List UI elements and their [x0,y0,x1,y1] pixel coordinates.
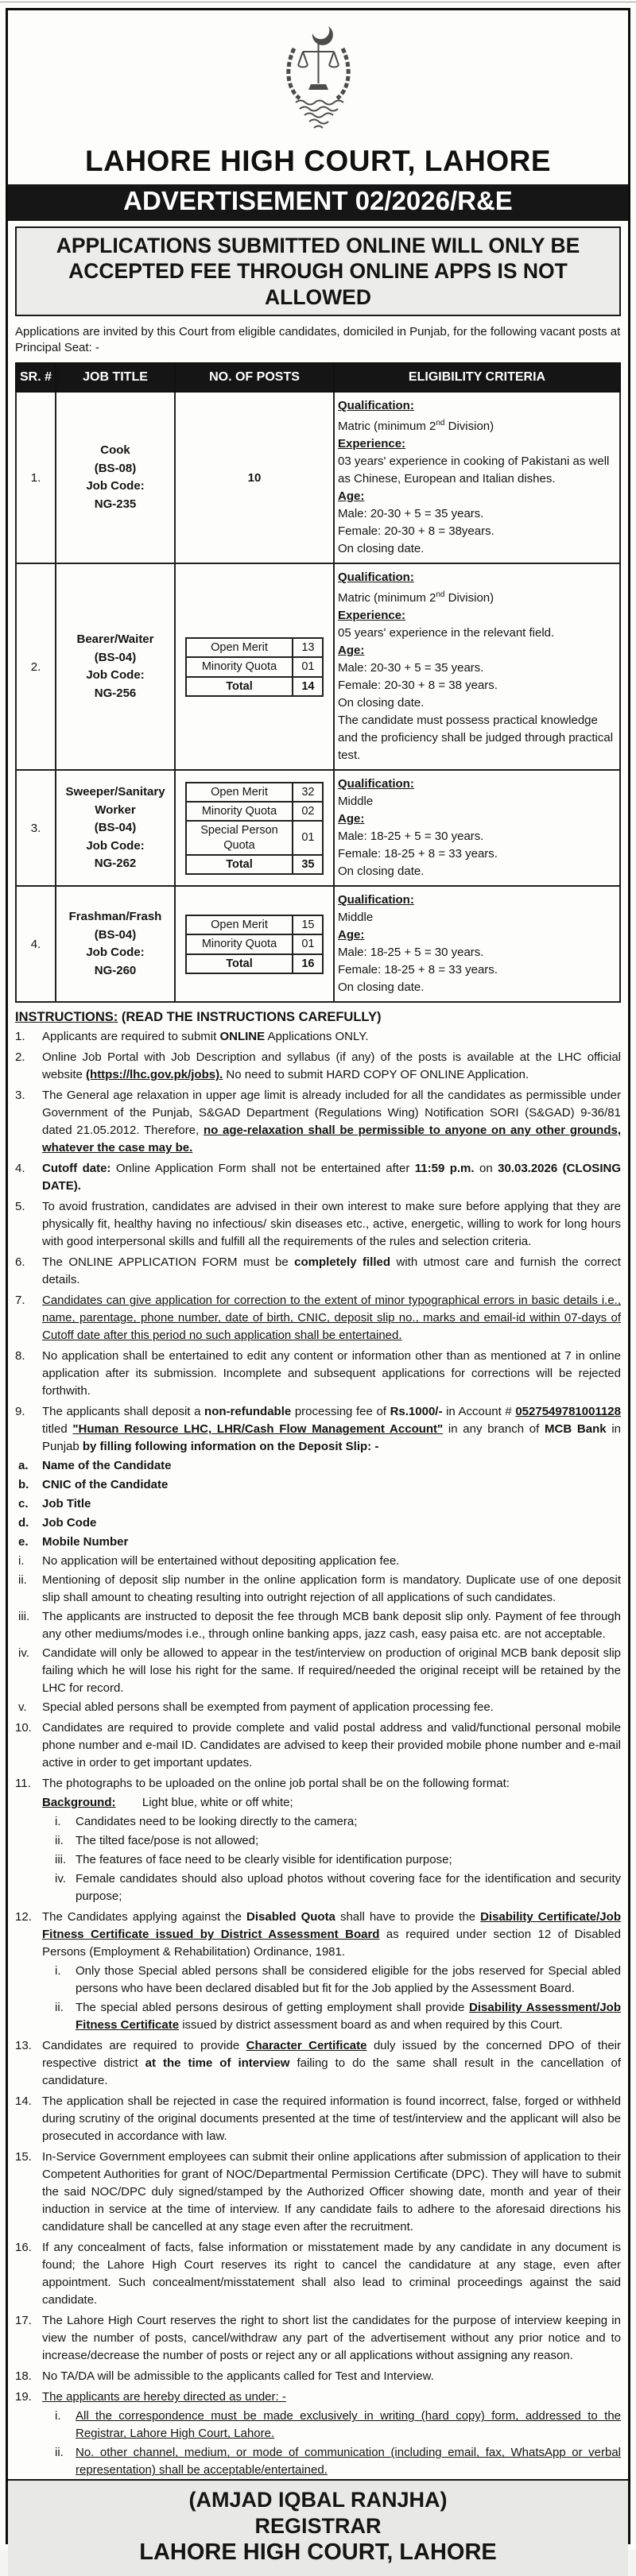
subitem-number: iv. [55,1872,66,1886]
subitem-number: ii. [55,2001,64,2015]
instructions-section [15,1003,621,2479]
subitem-text: CNIC of the Candidate [42,1478,169,1492]
column-header-sr: SR. # [16,363,56,392]
quota-value: 35 [293,855,323,874]
quota-table [185,637,324,696]
quota-row [186,915,324,934]
subitem-text: The applicants are instructed to deposit the fee through MCB bank deposit slip only. Payment of fee through any other mediums/modes i.e., through online banking apps, jazz cash, easy paisa etc. are not acceptable. [42,1610,621,1642]
quota-row [186,677,324,696]
quota-value: 01 [293,657,323,676]
criteria-line: Age: [338,644,365,658]
instruction-text: Candidates are required to provide Character Certificate duly issued by the concerned DPO of their respective district at the time of interview failing to do the same shall result in the cancellation of candidature. [42,2039,621,2088]
instruction-subitem [55,2444,621,2479]
instruction-subitem [55,1832,621,1850]
instruction-text: The General age relaxation in upper age limit is already included for all the candidates as permissible under Government of the Punjab, S&GAD Department (Regulations Wing) Notification SORI (S&GAD) 9-36/81 dated 21.05.2012. Therefore, no age-relaxation shall be permissible to anyone on any other grounds, whatever the case may be. [42,1089,621,1155]
instruction-subitem [55,1870,621,1905]
instruction-item [15,1028,621,1046]
quota-label: Total [186,677,293,696]
instruction-subitem [18,1572,621,1607]
job-title-line: Job Code: [86,668,145,683]
job-title-line: Worker [95,803,136,817]
instruction-text: Candidates are required to provide complete and valid postal address and valid/functional personal mobile phone number and e-mail ID. Candidates are advised to keep their provided mobile phone number and e-mail active in order to get important updates. [42,1721,621,1770]
instruction-subitem [18,1608,621,1643]
job-criteria [334,770,620,886]
instruction-text: If any concealment of facts, false information or misstatement made by any candidate in any document is found; the Lahore High Court reserves its right to cancel the candidature at any stage, even after appointment. Such concealment/misstatement shall also lead to criminal proceedings against the said candidate. [42,2241,621,2307]
instruction-subitem [55,1963,621,1998]
registrar-title: REGISTRAR [254,2513,382,2538]
job-title-line: (BS-04) [94,821,137,835]
criteria-line: Age: [338,928,365,942]
criteria-line: Matric (minimum 2nd Division) [338,590,494,605]
instruction-number: 9. [15,1405,25,1419]
criteria-line: Middle [338,911,374,925]
subitem-number: i. [55,2409,61,2423]
notice-line-1: APPLICATIONS SUBMITTED ONLINE WILL ONLY BE [56,234,580,257]
instruction-body [18,1403,622,1716]
instruction-body [42,2093,621,2145]
job-sr: 3. [16,770,56,886]
notice-line-2: ACCEPTED FEE THROUGH ONLINE APPS IS NOT ALLOWED [68,259,568,309]
quota-row [186,783,324,802]
quota-table [185,782,324,875]
criteria-line: Middle [338,795,374,809]
instruction-item [15,2388,621,2479]
instruction-subitem [55,1813,621,1831]
subitem-text: Job Title [42,1497,91,1511]
instruction-number: 16. [15,2241,32,2255]
instruction-body [42,1028,621,1046]
subitem-text: Candidate will only be allowed to appear in the test/interview on production of original MCB bank deposit slip failing which he will lose his right for the same. If required/needed the original receipt will be retained by the LHC for record. [42,1646,621,1696]
instruction-number: 15. [15,2150,32,2164]
vacancies-table-head [16,363,620,392]
job-criteria [334,886,620,1002]
quota-row [186,657,324,676]
instruction-subitem [55,1851,621,1869]
job-title [56,392,175,563]
signature-block [8,2479,628,2576]
criteria-line: Qualification: [338,571,414,585]
instruction-item [15,1254,621,1289]
subitem-number: ii. [55,1834,64,1848]
subitem-text: Job Code [42,1516,97,1530]
criteria-line: Qualification: [338,893,414,907]
criteria-line: 05 years' experience in the relevant field. [338,626,555,640]
job-title-line: (BS-08) [94,461,137,475]
quota-label: Total [186,855,293,874]
criteria-line: The candidate must possess practical knowledge and the proficiency shall be judged through practical test. [338,714,614,763]
instruction-text: Applicants are required to submit ONLINE Applications ONLY. [42,1030,369,1044]
subitem-text: All the correspondence must be made exclusively in writing (hard copy) form, addressed to the Registrar, Lahore High Court, Lahore. [76,2409,621,2441]
instruction-item [15,1292,621,1344]
advertisement-number-banner: ADVERTISEMENT 02/2026/R&E [8,184,628,221]
subitem-text: The special abled persons desirous of getting employment shall provide Disability Assessment/Job Fitness Certificate issued by district assessment board as and when required by this Court. [76,2001,622,2033]
instructions-heading [15,1010,621,1025]
job-title-line: Bearer/Waiter [76,632,154,647]
instruction-subitem [18,1476,621,1494]
instruction-item [15,1909,621,2034]
subitem-text: The features of face need to be clearly visible for identification purpose; [76,1853,452,1867]
instruction-text: The ONLINE APPLICATION FORM must be completely filled with utmost care and furnish the correct details. [42,1255,621,1287]
job-title [56,770,175,886]
instruction-subitem [55,1999,621,2034]
quota-value: 01 [293,821,323,854]
instruction-number: 8. [15,1349,25,1363]
vacancies-table-body [16,392,620,1002]
subitem-text: Mentioning of deposit slip number in the online application form is mandatory. Duplicate use of one deposit slip shall amount to cheating resulting into outright rejection of all applications of such candidates. [42,1573,621,1605]
quota-label: Total [186,954,293,973]
instruction-body [42,1049,621,1084]
job-title-line: NG-235 [94,497,137,511]
instruction-number: 11. [15,1777,31,1791]
instruction-item [15,2149,621,2236]
instructions-heading-note: (READ THE INSTRUCTIONS CAREFULLY) [118,1010,382,1025]
quota-row [186,934,324,953]
criteria-line: Age: [338,489,365,504]
subitem-number: ii. [18,1573,27,1588]
instruction-subitem [18,1514,621,1532]
job-title-line: NG-256 [94,686,137,700]
job-posts [175,563,334,770]
criteria-line: Male: 20-30 + 5 = 35 years. [338,661,484,675]
job-title-line: Job Code: [86,479,145,493]
quota-value: 13 [293,638,323,657]
criteria-line: Female: 20-30 + 8 = 38years. [338,524,494,539]
criteria-line: Female: 18-25 + 8 = 33 years. [338,847,498,861]
job-title-line: Job Code: [86,838,145,853]
instruction-text: The applicants are hereby directed as under: - [42,2390,286,2404]
instruction-number: 13. [15,2039,32,2053]
instruction-item [15,1198,621,1251]
job-title-line: (BS-04) [94,927,137,942]
job-row [16,392,620,563]
subitem-text: Special abled persons shall be exempted from payment of application processing fee. [42,1700,494,1715]
instruction-number: 5. [15,1200,25,1214]
subitem-text: No. other channel, medium, or mode of communication (including email, fax, WhatsApp or verbal representation) shall be acceptable/entertained. [76,2446,621,2477]
subitem-text: No application will be entertained without depositing application fee. [42,1554,400,1568]
subitem-number: ii. [55,2446,64,2460]
instruction-item [15,1348,621,1400]
registrar-name: (AMJAD IQBAL RANJHA) [188,2488,448,2512]
instruction-body [42,2037,621,2090]
court-emblem-icon [281,20,356,139]
criteria-line: Female: 20-30 + 8 = 38 years. [338,679,498,693]
instruction-body [42,1775,621,1905]
quota-label: Special Person Quota [186,821,293,854]
subitem-text: Name of the Candidate [42,1459,172,1473]
subitem-number: a. [18,1459,29,1473]
subitem-number: i. [55,1815,61,1829]
instruction-item [15,1160,621,1195]
instruction-subline: Background: Light blue, white or off white; [42,1796,293,1810]
instruction-item [15,1719,621,1772]
subitem-number: c. [18,1497,29,1511]
criteria-line: Female: 18-25 + 8 = 33 years. [338,963,498,977]
instruction-item [15,2368,621,2385]
instruction-number: 2. [15,1050,25,1065]
instruction-subitem [18,1645,621,1697]
instruction-text: Online Job Portal with Job Description and syllabus (if any) of the posts is available at the LHC official website (https://lhc.gov.pk/jobs). No need to submit HARD COPY OF ONLINE Application. [42,1050,621,1082]
subitem-number: v. [18,1700,27,1715]
criteria-line: On closing date. [338,542,425,556]
quota-label: Open Merit [186,915,293,934]
job-title-line: Frashman/Frash [68,910,162,924]
job-posts [175,392,334,563]
instruction-text: The application shall be rejected in case the required information is found incorrect, false, forged or withheld during scrutiny of the original documents presented at the time of test/interview and the applicant will also be prosecuted in accordance with law. [42,2094,621,2144]
quota-value: 15 [293,915,323,934]
instruction-item [15,1775,621,1905]
criteria-line: On closing date. [338,864,425,879]
instruction-body [42,1087,621,1157]
instruction-text: Candidates can give application for correction to the extent of minor typographical errors in basic details i.e., name, parentage, phone number, date of birth, CNIC, deposit slip no., marks and email-id within 07-days of Cutoff date after this period no such application shall be entertained. [42,1294,621,1343]
instruction-body [42,2149,621,2236]
quota-value: 02 [293,802,323,821]
job-title [56,886,175,1002]
job-posts [175,770,334,886]
subitem-text: The tilted face/pose is not allowed; [76,1834,259,1848]
job-posts [175,886,334,1002]
quota-label: Open Merit [186,638,293,657]
instruction-number: 14. [15,2094,32,2109]
quota-label: Minority Quota [186,934,293,953]
instruction-item [15,1403,621,1716]
column-header-job-title: JOB TITLE [56,363,175,392]
instruction-item [15,2239,621,2309]
job-title [56,563,175,770]
instruction-number: 19. [15,2390,32,2404]
instructions-heading-label: INSTRUCTIONS: [15,1010,118,1025]
column-header-posts: NO. OF POSTS [175,363,334,392]
instruction-number: 3. [15,1089,25,1103]
subitem-number: b. [18,1478,29,1492]
quota-table [185,915,324,973]
subitem-number: i. [18,1554,25,1568]
criteria-line: Matric (minimum 2nd Division) [338,419,494,434]
quota-row [186,638,324,657]
instruction-number: 10. [15,1721,32,1735]
subitem-number: i. [55,1964,61,1978]
subitem-number: iii. [55,1853,67,1867]
criteria-line: Age: [338,812,365,826]
job-sr: 4. [16,886,56,1002]
quota-row [186,802,324,821]
instruction-item [15,2093,621,2145]
quota-value: 32 [293,783,323,802]
instruction-item [15,1087,621,1157]
criteria-line: Male: 18-25 + 5 = 30 years. [338,830,484,844]
online-submission-notice [15,226,621,316]
subitem-text: Female candidates should also upload photos without covering face for the identification and security purpose; [76,1872,621,1904]
quota-row [186,821,324,854]
subitem-text: Only those Special abled persons shall be considered eligible for the jobs reserved for Special abled persons who have been declared disabled but fit for the Job applied by the Assessment Board. [76,1964,621,1996]
registrar-org: LAHORE HIGH COURT, LAHORE [139,2539,497,2566]
instruction-subitem [55,2408,621,2443]
job-title-line: (BS-04) [94,650,137,664]
instruction-text: The Lahore High Court reserves the right to short list the candidates for the purpose of interview keeping in view the number of posts, cancel/withdraw any part of the advertisement without any prior notice and to increase/decrease the number of posts or reject any or all applications without assigning any reason. [42,2314,621,2363]
instruction-text: The applicants shall deposit a non-refundable processing fee of Rs.1000/- in Account # 0527549781001128 titled "Human Resource LHC, LHR/Cash Flow Management Account" in any branch of MCB Bank in Punjab by filling following information on the Deposit Slip: - [42,1405,622,1454]
job-row [16,563,620,770]
vacancies-table [15,362,621,1003]
instruction-text: No TA/DA will be admissible to the applicants called for Test and Interview. [42,2369,434,2384]
job-title-line: Job Code: [86,946,145,960]
instruction-body [42,2388,621,2479]
job-title-line: NG-260 [94,963,137,977]
instruction-subitem [18,1457,621,1475]
quota-label: Minority Quota [186,657,293,676]
quota-value: 16 [293,954,323,973]
job-title-line: NG-262 [94,857,137,871]
vacancies-header-row [16,363,620,392]
job-criteria [334,392,620,563]
quota-row [186,855,324,874]
court-name-title: LAHORE HIGH COURT, LAHORE [85,145,551,177]
instruction-number: 17. [15,2314,32,2328]
job-row [16,886,620,1002]
subitem-number: iii. [18,1610,30,1624]
instruction-subitem [18,1534,621,1551]
instruction-body [42,1348,621,1400]
instruction-subitem [18,1495,621,1513]
job-title-line: Cook [100,443,130,458]
instruction-body [42,1909,621,2034]
criteria-line: On closing date. [338,696,425,710]
instruction-item [15,1049,621,1084]
instruction-number: 12. [15,1910,32,1924]
instruction-body [42,1719,621,1772]
instruction-body [42,1292,621,1344]
column-header-eligibility: ELIGIBILITY CRITERIA [334,363,620,392]
quota-value: 14 [293,677,323,696]
criteria-line: Qualification: [338,777,414,791]
quota-row [186,954,324,973]
instruction-body [42,1160,621,1195]
instruction-body [42,2239,621,2309]
instruction-item [15,2312,621,2365]
instruction-text: The photographs to be uploaded on the online job portal shall be on the following format: [42,1777,510,1791]
instructions-list [15,1028,621,2479]
subitem-text: Candidates need to be looking directly to the camera; [76,1815,358,1829]
subitem-number: iv. [18,1646,29,1661]
job-sr: 2. [16,563,56,770]
quota-label: Open Merit [186,783,293,802]
quota-label: Minority Quota [186,802,293,821]
instruction-text: To avoid frustration, candidates are advised in their own interest to make sure before applying that they are physically fit, healthy having no infectious/ skin diseases etc., active, energetic, willing to work for long hours with good interpersonal skills and fulfill all the requirements of the rules and selection criteria. [42,1200,621,1249]
job-sr: 1. [16,392,56,563]
criteria-line: Qualification: [338,399,414,413]
instruction-subitem [18,1699,621,1716]
job-title-line: Sweeper/Sanitary [65,785,165,799]
criteria-line: Experience: [338,609,406,623]
instruction-body [42,1254,621,1289]
instruction-body [42,1198,621,1251]
instruction-number: 18. [15,2369,32,2384]
instruction-number: 7. [15,1294,25,1308]
criteria-line: On closing date. [338,981,425,995]
quota-value: 01 [293,934,323,953]
instruction-text: The Candidates applying against the Disabled Quota shall have to provide the Disability Certificate/Job Fitness Certificate issued by District Assessment Board as required under section 12 of Disabled Persons (Employment & Rehabilitation) Ordinance, 1981. [42,1910,621,1959]
instruction-text: Cutoff date: Online Application Form shall not be entertained after 11:59 p.m. on 30.03.2026 (CLOSING DATE). [42,1162,621,1193]
criteria-line: Male: 18-25 + 5 = 30 years. [338,946,484,960]
job-criteria [334,563,620,770]
intro-paragraph: Applications are invited by this Court from eligible candidates, domiciled in Punjab, for the following vacant posts at Principal Seat: - [15,324,621,355]
criteria-line: Experience: [338,437,406,451]
instruction-number: 1. [15,1030,25,1044]
instruction-text: In-Service Government employees can submit their online applications after submission of application to their Competent Authorities for grant of NOC/Departmental Permission Certificate (DPC). They will have to submit the said NOC/DPC duly signed/stamped by the Authorized Officer showing date, month and year of their induction in service at the time of interview. If any candidate fails to adhere to the aforesaid directions his candidature shall be cancelled at any stage even after the recruitment. [42,2150,621,2234]
instruction-text: No application shall be entertained to edit any content or information other than as mentioned at 7 in online application after its submission. Incomplete and subsequent applications for corrections will be rejected forthwith. [42,1349,621,1398]
criteria-line: Male: 20-30 + 5 = 35 years. [338,507,484,521]
instruction-subitem [18,1553,621,1570]
job-row [16,770,620,886]
criteria-line: 03 years' experience in cooking of Pakistani as well as Chinese, European and Italian dishes. [338,454,610,486]
advertisement-frame [6,8,630,2566]
subitem-number: e. [18,1535,29,1549]
subitem-number: d. [18,1516,29,1530]
posts-total: 10 [247,470,262,485]
instruction-body [42,2368,621,2385]
logo-wrap [15,20,621,143]
instruction-number: 6. [15,1255,25,1270]
instruction-number: 4. [15,1162,25,1176]
subitem-text: Mobile Number [42,1535,129,1549]
instruction-item [15,2037,621,2090]
instruction-body [42,2312,621,2365]
